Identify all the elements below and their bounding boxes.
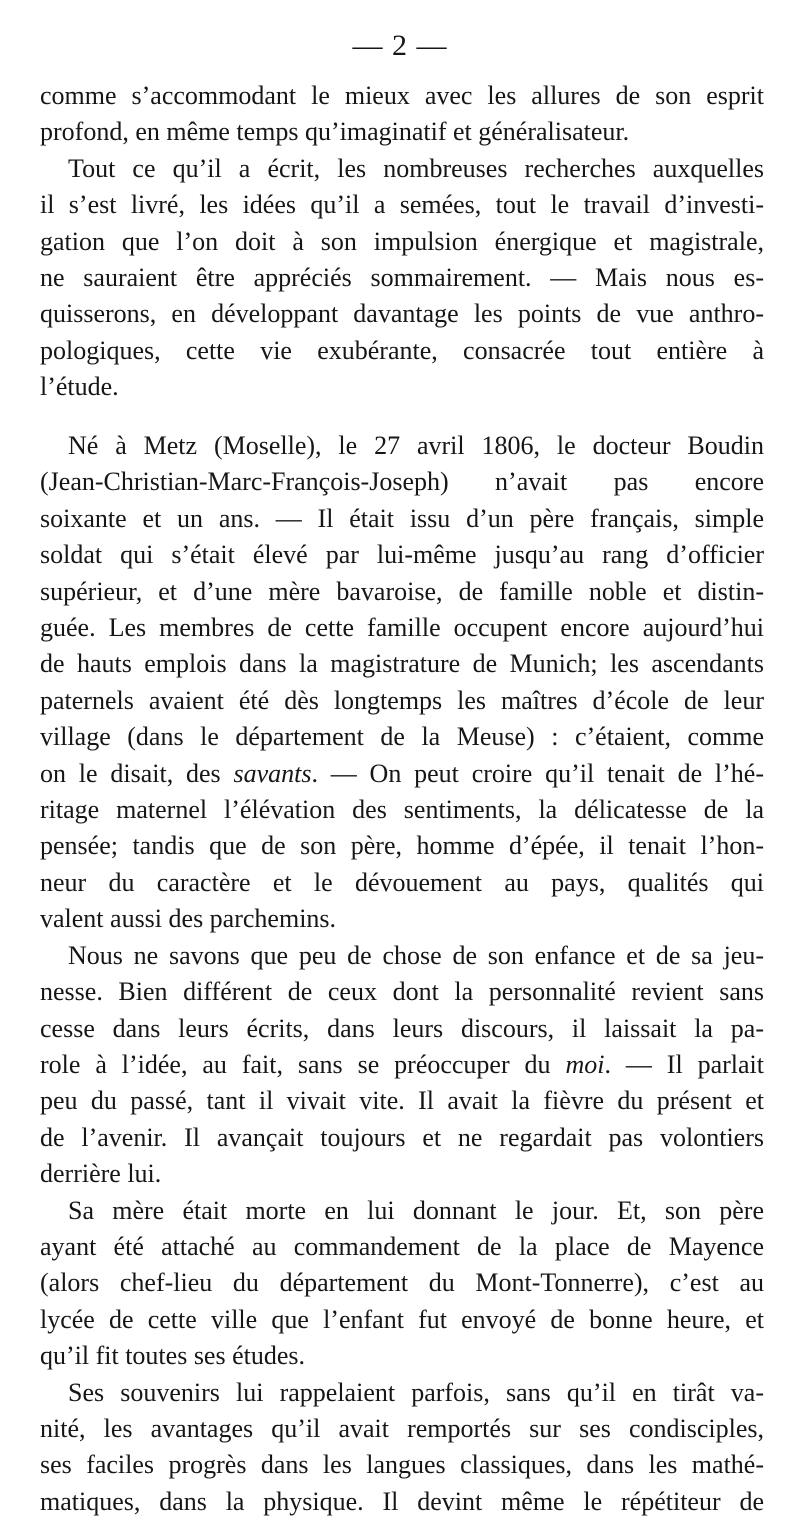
text-line: supérieur, et d’une mère bavaroise, de famille noble et distin- — [40, 576, 764, 606]
text-block-biography — [40, 428, 764, 1520]
text-line: cesse dans leurs écrits, dans leurs discours, il laissait la pa- — [40, 1013, 764, 1043]
text-line: (alors chef-lieu du département du Mont-Tonnerre), c’est au — [40, 1268, 764, 1298]
text-line: de l’avenir. Il avançait toujours et ne regardait pas volontiers — [40, 1122, 764, 1152]
text-line: paternels avaient été dès longtemps les maîtres d’école de leur — [40, 685, 764, 715]
text-line: Né à Metz (Moselle), le 27 avril 1806, le docteur Boudin — [68, 431, 764, 460]
text-line: matiques, dans la physique. Il devint même le répétiteur de — [40, 1486, 764, 1516]
text-line: Sa mère était morte en lui donnant le jour. Et, son père — [68, 1195, 764, 1225]
text-line: soixante et un ans. — Il était issu d’un père français, simple — [40, 503, 764, 533]
text-line: gation que l’on doit à son impulsion énergique et magistrale, — [40, 226, 764, 256]
text-line: derrière lui. — [40, 1159, 162, 1189]
text-line: quisserons, en développant davantage les points de vue anthro- — [40, 299, 764, 329]
text-line: ayant été attaché au commandement de la place de Mayence — [40, 1231, 764, 1261]
text-line: lycée de cette ville que l’enfant fut envoyé de bonne heure, et — [40, 1304, 764, 1334]
text-line: village (dans le département de la Meuse) : c’étaient, comme — [40, 722, 764, 752]
text-line: soldat qui s’était élevé par lui-même jusqu’au rang d’officier — [40, 540, 764, 570]
text-block-top — [40, 78, 764, 406]
text-line: de hauts emplois dans la magistrature de Munich; les ascendants — [40, 649, 764, 679]
text-line: qu’il fit toutes ses études. — [40, 1341, 306, 1371]
text-line: Tout ce qu’il a écrit, les nombreuses recherches auxquelles — [68, 153, 764, 183]
text-line: pensée; tandis que de son père, homme d’épée, il tenait l’hon- — [40, 831, 764, 861]
italic-word: savants — [233, 758, 312, 788]
paragraph — [40, 151, 764, 406]
text-line: l’étude. — [40, 372, 119, 402]
text-line: Ses souvenirs lui rappelaient parfois, sans qu’il en tirât va- — [68, 1377, 764, 1407]
text-line: Nous ne savons que peu de chose de son enfance et de sa jeu- — [68, 940, 764, 970]
text-line: il s’est livré, les idées qu’il a semées, tout le travail d’investi- — [40, 190, 764, 220]
text-line-with-italic: on le disait, des savants. — On peut croire qu’il tenait de l’hé- — [40, 758, 764, 788]
text-line: ritage maternel l’élévation des sentiments, la délicatesse de la — [40, 795, 764, 825]
text-line-with-italic: role à l’idée, au fait, sans se préoccuper du moi. — Il parlait — [40, 1049, 764, 1079]
paragraph — [40, 938, 764, 1193]
text-line: nité, les avantages qu’il avait remportés sur ses condisciples, — [40, 1413, 764, 1443]
text-line: profond, en même temps qu’imaginatif et généralisateur. — [40, 117, 630, 147]
text-line: comme s’accommodant le mieux avec les allures de son esprit — [40, 81, 764, 110]
text-line: neur du caractère et le dévouement au pays, qualités qui — [40, 867, 764, 897]
text-line: (Jean-Christian-Marc-François-Joseph) n’avait pas encore — [40, 467, 764, 497]
italic-word: moi — [565, 1049, 605, 1079]
text-line: valent aussi des parchemins. — [40, 904, 337, 934]
text-line: peu du passé, tant il vivait vite. Il avait la fièvre du présent et — [40, 1086, 764, 1116]
text-line: ne sauraient être appréciés sommairement. — Mais nous es- — [40, 263, 764, 293]
page-number: — 2 — — [352, 29, 448, 62]
paragraph — [40, 1193, 764, 1375]
text-line: pologiques, cette vie exubérante, consacrée tout entière à — [40, 335, 764, 365]
paragraph-continuation — [40, 78, 764, 151]
text-line: guée. Les membres de cette famille occupent encore aujourd’hui — [40, 613, 764, 643]
paragraph — [40, 428, 764, 938]
text-line: ses faciles progrès dans les langues classiques, dans les mathé- — [40, 1450, 764, 1480]
text-line: nesse. Bien différent de ceux dont la personnalité revient sans — [40, 977, 764, 1007]
paragraph — [40, 1375, 764, 1520]
